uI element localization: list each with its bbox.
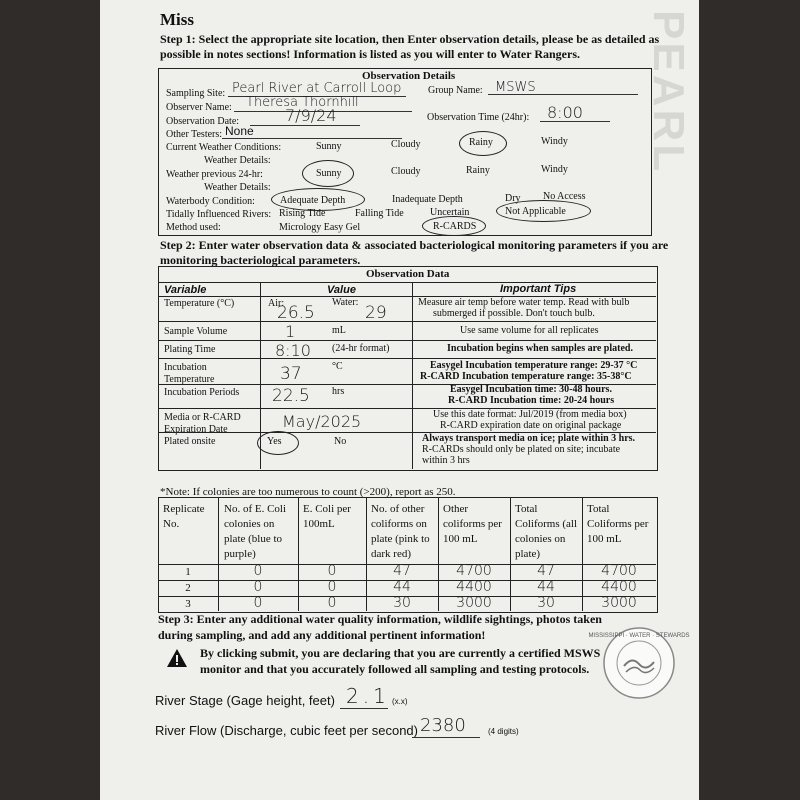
method-easy-gel[interactable]: Micrology Easy Gel (279, 222, 361, 233)
step1-instructions: Step 1: Select the appropriate site location, then Enter observation details, please be as detailed as (160, 32, 660, 46)
inc-temp-tip-2: R-CARD Incubation temperature range: 35-38°C (420, 371, 632, 382)
row2-total-per-100[interactable]: 4400 (601, 579, 637, 595)
temp-tip-2: submerged if possible. Don't touch bulb. (433, 308, 595, 319)
observation-time-line (540, 121, 610, 122)
row3-other-per-100[interactable]: 3000 (456, 595, 492, 611)
row-line (158, 340, 656, 341)
current-weather-label: Current Weather Conditions: (166, 142, 282, 153)
row2-ecoli-colonies[interactable]: 0 (253, 579, 263, 595)
header-other-coliforms: No. of other coliforms on plate (pink to dark red) (371, 503, 430, 560)
header-total-coliforms: Total Coliforms (all colonies on plate) (515, 503, 578, 560)
incubation-temp-label-2: Temperature (164, 374, 215, 385)
observer-name-value[interactable]: Theresa Thornhill (246, 95, 359, 110)
prev-weather-selected-circle (302, 160, 354, 187)
row1-other-per-100[interactable]: 4700 (456, 563, 492, 579)
temp-tip-1: Measure air temp before water temp. Read with bulb (418, 297, 630, 308)
sampling-site-label: Sampling Site: (166, 88, 226, 99)
media-tip-2: R-CARD expiration date on original package (440, 420, 622, 431)
incubation-temp-value[interactable]: 37 (280, 364, 302, 384)
row3-other-colonies[interactable]: 30 (393, 595, 411, 611)
air-temp-value[interactable]: 26.5 (277, 303, 315, 323)
mississippi-water-stewards-logo (588, 626, 690, 700)
step2-instructions-2: monitoring bacteriological parameters. (160, 253, 361, 267)
sample-volume-unit: mL (332, 325, 346, 336)
plated-yes[interactable]: Yes (267, 436, 282, 447)
tidal-selected-circle (496, 200, 591, 222)
other-testers-label: Other Testers: (166, 129, 223, 140)
row1-ecoli-colonies[interactable]: 0 (253, 563, 263, 579)
river-stage-line (340, 708, 388, 709)
river-flow-line (412, 737, 480, 738)
row2-ecoli-per-100[interactable]: 0 (327, 579, 337, 595)
weather-details-label-2: Weather Details: (204, 182, 271, 193)
media-label-2: Expiration Date (164, 424, 228, 435)
row3-ecoli-per-100[interactable]: 0 (327, 595, 337, 611)
river-stage-value[interactable]: 2.1 (346, 684, 390, 708)
river-flow-value[interactable]: 2380 (420, 715, 466, 736)
declaration-line-2: monitor and that you accurately followed all sampling and testing protocols. (200, 662, 590, 676)
media-tip-1: Use this date format: Jul/2019 (from media box) (433, 409, 627, 420)
prev-weather-rainy[interactable]: Rainy (466, 165, 490, 176)
current-weather-rainy[interactable]: Rainy (469, 137, 493, 148)
inc-period-tip-1: Easygel Incubation time: 30-48 hours. (450, 384, 612, 395)
warning-icon (166, 648, 188, 668)
row2-total-colonies[interactable]: 44 (537, 579, 555, 595)
plating-time-label: Plating Time (164, 344, 216, 355)
row-line (158, 321, 656, 322)
observation-data-title: Observation Data (366, 268, 450, 280)
plating-time-unit: (24-hr format) (332, 343, 390, 354)
incubation-temp-label: Incubation (164, 362, 207, 373)
plated-tip-1: Always transport media on ice; plate within 3 hrs. (422, 433, 636, 444)
waterbody-dry[interactable]: Dry (505, 193, 521, 204)
form-page (100, 0, 699, 800)
tidal-uncertain[interactable]: Uncertain (430, 207, 470, 218)
weather-details-label: Weather Details: (204, 155, 271, 166)
method-selected-circle (422, 216, 486, 236)
group-name-value[interactable]: MSWS (495, 80, 536, 95)
row1-replicate: 1 (185, 566, 191, 578)
colonies-note: *Note: If colonies are too numerous to count (>200), report as 250. (160, 486, 456, 498)
observation-time-label: Observation Time (24hr): (427, 112, 530, 123)
sampling-site-value[interactable]: Pearl River at Carroll Loop (232, 81, 402, 96)
river-flow-label: River Flow (Discharge, cubic feet per second) (155, 723, 418, 738)
header-ecoli-per-100: E. Coli per 100mL (303, 503, 351, 530)
media-expiration-value[interactable]: May/2025 (282, 412, 362, 431)
row1-other-colonies[interactable]: 47 (393, 563, 411, 579)
plating-time-value[interactable]: 8:10 (275, 341, 311, 360)
step2-instructions: Step 2: Enter water observation data & associated bacteriological monitoring parameters if you are (160, 238, 669, 252)
water-temp-value[interactable]: 29 (365, 303, 387, 323)
sample-volume-value[interactable]: 1 (285, 322, 296, 341)
pearl-watermark: PEARL (644, 10, 693, 175)
step1-instructions-2: possible in notes sections! Information is listed as you will enter to Water Rangers. (160, 47, 581, 61)
plated-no[interactable]: No (334, 436, 347, 447)
prev-weather-sunny[interactable]: Sunny (316, 168, 342, 179)
tidal-falling[interactable]: Falling Tide (355, 208, 404, 219)
incubation-temp-unit: °C (332, 361, 343, 372)
declaration-line-1: By clicking submit, you are declaring that you are currently a certified MSWS (200, 646, 601, 660)
row3-total-colonies[interactable]: 30 (537, 595, 555, 611)
form-title: Miss (160, 10, 194, 29)
other-testers-value[interactable]: None (225, 124, 254, 138)
observation-time-value[interactable]: 8:00 (547, 103, 583, 122)
prev-weather-cloudy[interactable]: Cloudy (391, 166, 421, 177)
step3-instructions-2: during sampling, and add any additional pertinent information! (158, 628, 486, 642)
current-weather-cloudy[interactable]: Cloudy (391, 139, 421, 150)
weather-prev-label: Weather previous 24-hr: (166, 169, 263, 180)
plating-tip: Incubation begins when samples are plated. (447, 343, 633, 354)
temperature-label: Temperature (°C) (164, 298, 235, 309)
plated-tip-3: within 3 hrs (422, 455, 470, 466)
row-line (158, 282, 656, 283)
group-name-label: Group Name: (428, 85, 483, 96)
inc-temp-tip-1: Easygel Incubation temperature range: 29-37 °C (430, 360, 638, 371)
volume-tip: Use same volume for all replicates (460, 325, 599, 336)
water-label: Water: (332, 297, 359, 308)
col-variable-header: Variable (164, 284, 207, 296)
observer-name-label: Observer Name: (166, 102, 232, 113)
river-flow-hint: (4 digits) (488, 727, 519, 736)
tidal-label: Tidally Influenced Rivers: (166, 209, 272, 220)
observation-details-title: Observation Details (362, 70, 456, 82)
incubation-period-value[interactable]: 22.5 (272, 386, 310, 406)
logo-text: MISSISSIPPI · WATER · STEWARDS (588, 633, 690, 639)
inc-period-tip-2: R-CARD Incubation time: 20-24 hours (448, 395, 615, 406)
current-weather-selected-circle (459, 131, 507, 156)
tidal-rising[interactable]: Rising Tide (279, 208, 326, 219)
method-rcards[interactable]: R-CARDS (433, 221, 477, 232)
observation-date-label: Observation Date: (166, 116, 240, 127)
waterbody-adequate[interactable]: Adequate Depth (280, 195, 346, 206)
waterbody-no-access[interactable]: No Access (543, 191, 586, 202)
current-weather-sunny[interactable]: Sunny (316, 141, 342, 152)
river-stage-label: River Stage (Gage height, feet) (155, 693, 335, 708)
row1-ecoli-per-100[interactable]: 0 (327, 563, 337, 579)
row3-replicate: 3 (185, 598, 191, 610)
river-stage-hint: (x.x) (392, 697, 408, 706)
row1-total-colonies[interactable]: 47 (537, 563, 555, 579)
waterbody-label: Waterbody Condition: (166, 196, 255, 207)
observation-date-value[interactable]: 7/9/24 (285, 106, 337, 125)
observation-date-line (250, 125, 360, 126)
group-name-line (488, 94, 638, 95)
prev-weather-windy[interactable]: Windy (541, 164, 568, 175)
plated-yes-circle (257, 431, 299, 455)
header-ecoli-colonies: No. of E. Coli colonies on plate (blue to purple) (224, 503, 287, 560)
plated-onsite-label: Plated onsite (164, 436, 216, 447)
other-testers-line (222, 138, 402, 139)
tidal-not-applicable[interactable]: Not Applicable (505, 206, 566, 217)
header-total-per-100: Total Coliforms per 100 mL (587, 503, 649, 545)
header-replicate: Replicate No. (163, 503, 205, 530)
step3-instructions: Step 3: Enter any additional water quality information, wildlife sightings, photos taken (158, 612, 602, 626)
row3-ecoli-colonies[interactable]: 0 (253, 595, 263, 611)
header-other-per-100: Other coliforms per 100 mL (443, 503, 502, 545)
col-value-header: Value (327, 284, 356, 296)
waterbody-inadequate[interactable]: Inadequate Depth (392, 194, 463, 205)
incubation-period-unit: hrs (332, 386, 345, 397)
row2-other-per-100[interactable]: 4400 (456, 579, 492, 595)
plated-tip-2: R-CARDs should only be plated on site; incubate (422, 444, 621, 455)
col-line (412, 282, 413, 469)
row3-total-per-100[interactable]: 3000 (601, 595, 637, 611)
row2-other-colonies[interactable]: 44 (393, 579, 411, 595)
air-label: Air: (268, 298, 285, 309)
col-tips-header: Important Tips (500, 283, 577, 295)
method-label: Method used: (166, 222, 221, 233)
row-line (158, 358, 656, 359)
row1-total-per-100[interactable]: 4700 (601, 563, 637, 579)
current-weather-windy[interactable]: Windy (541, 136, 568, 147)
row2-replicate: 2 (185, 582, 191, 594)
media-label: Media or R-CARD (164, 412, 241, 423)
incubation-period-label: Incubation Periods (164, 387, 240, 398)
sample-volume-label: Sample Volume (164, 326, 228, 337)
